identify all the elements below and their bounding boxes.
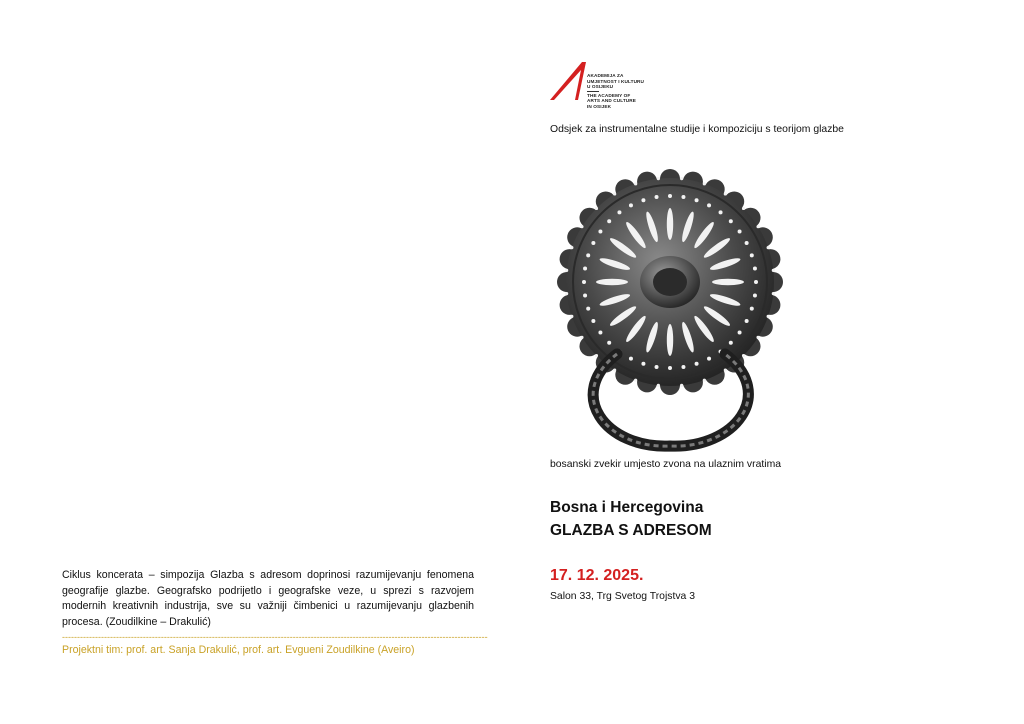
event-date: 17. 12. 2025. — [550, 567, 644, 584]
image-caption: bosanski zvekir umjesto zvona na ulaznim vratima — [550, 459, 781, 470]
academy-logo — [548, 62, 668, 112]
logo-line: ARTS AND CULTURE — [587, 98, 636, 104]
academy-logo-text — [587, 73, 644, 110]
event-venue: Salon 33, Trg Svetog Trojstva 3 — [550, 591, 695, 602]
description-text: Ciklus koncerata – simpozija Glazba s adresom doprinosi razumijevanju fenomena geografije glazbe. Geografsko podrijetlo i geografske veze, u sprezi s razvojem modernih kreativnih industrija, sve su važniji čimbenici u razumijevanju glazbenih procesa. (Zoudilkine – Drakulić) — [62, 569, 474, 628]
logo-line: AKADEMIJA ZA — [587, 73, 624, 78]
description-block — [62, 568, 488, 658]
door-knocker-image — [555, 164, 787, 455]
logo-line: IN OSIJEK — [587, 103, 612, 109]
logo-line: UMJETNOST I KULTURU — [587, 78, 645, 84]
logo-separator — [587, 91, 599, 92]
event-title: GLAZBA S ADRESOM — [550, 522, 712, 539]
department-name: Odsjek za instrumentalne studije i kompoziciju s teorijom glazbe — [550, 124, 844, 135]
logo-line: U OSIJEKU — [587, 84, 614, 90]
project-team-text: Projektni tim: prof. art. Sanja Drakulić, prof. art. Evgueni Zoudilkine (Aveiro) — [62, 644, 415, 657]
event-title-country: Bosna i Hercegovina — [550, 499, 704, 516]
logo-line: THE ACADEMY OF — [587, 92, 631, 98]
door-knocker-icon — [555, 164, 787, 450]
dashed-divider: ---------------------------------------------------------------------------------------------------------------------------------------------- — [62, 632, 488, 643]
academy-a-icon — [548, 62, 588, 102]
